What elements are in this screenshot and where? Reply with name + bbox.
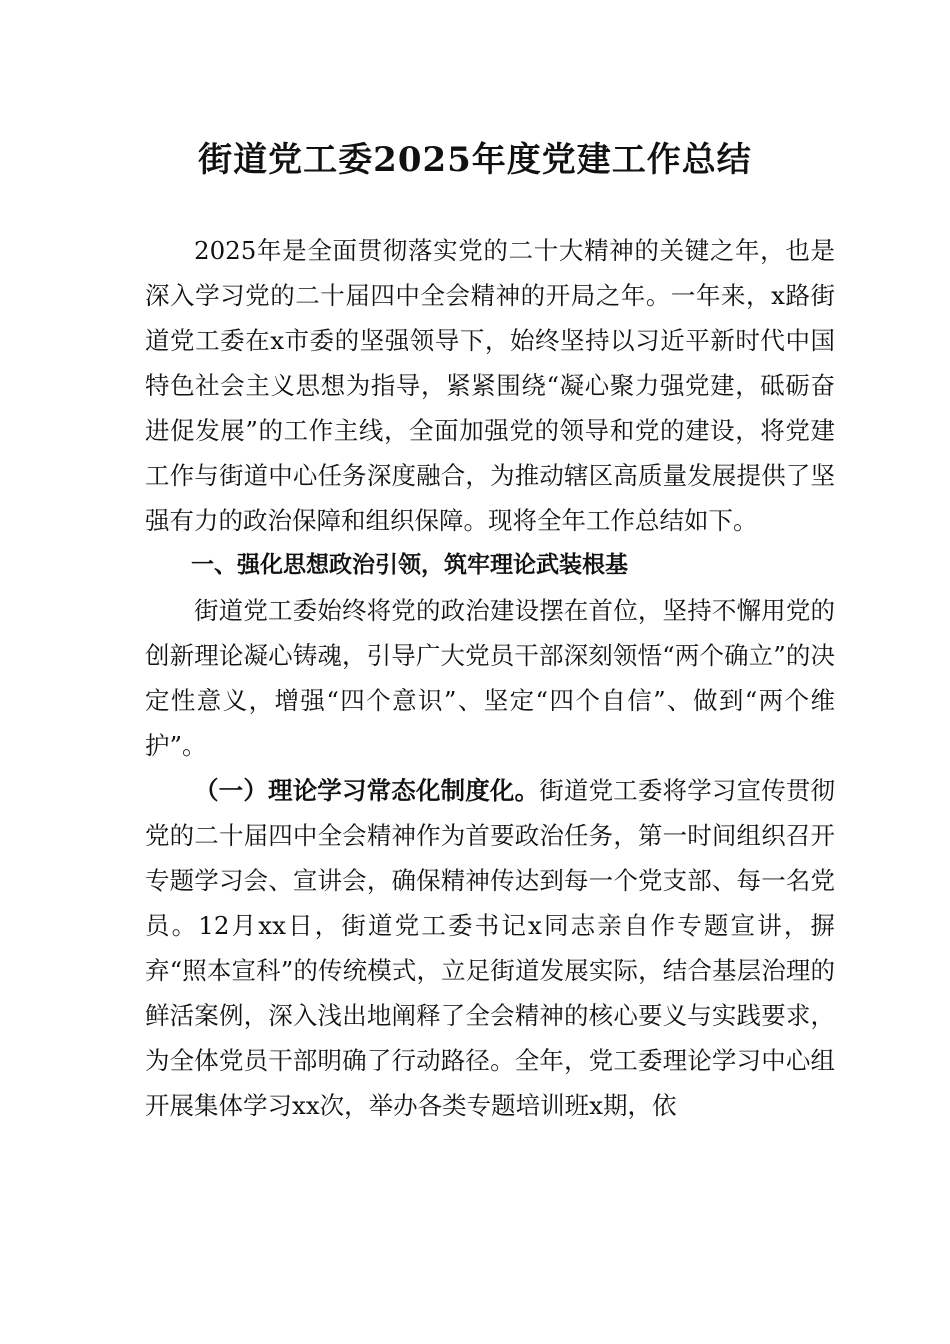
section-heading: 一、强化思想政治引领，筑牢理论武装根基	[191, 552, 628, 578]
subsection-text: 街道党工委将学习宣传贯彻党的二十届四中全会精神作为首要政治任务，第一时间组织召开专题学习会、宣讲会，确保精神传达到每一个党支部、每一名党员。12月xx日，街道党工委书记x同志亲自作专题宣讲，摒弃“照本宣科”的传统模式，立足街道发展实际，结合基层治理的鲜活案例，深入浅出地阐释了全会精神的核心要义与实践要求，为全体党员干部明确了行动路径。全年，党工委理论学习中心组开展集体学习xx次，举办各类专题培训班x期，依	[145, 776, 836, 1120]
subsection-label: （一）理论学习常态化制度化。	[194, 776, 540, 805]
subsection-paragraph	[145, 768, 835, 1128]
document-body	[145, 228, 835, 1128]
document-title: 街道党工委2025年度党建工作总结	[198, 140, 752, 180]
intro-paragraph: 2025年是全面贯彻落实党的二十大精神的关键之年，也是深入学习党的二十届四中全会精神的开局之年。一年来，x路街道党工委在x市委的坚强领导下，始终坚持以习近平新时代中国特色社会主义思想为指导，紧紧围绕“凝心聚力强党建，砥砺奋进促发展”的工作主线，全面加强党的领导和党的建设，将党建工作与街道中心任务深度融合，为推动辖区高质量发展提供了坚强有力的政治保障和组织保障。现将全年工作总结如下。	[145, 236, 835, 535]
section-paragraph: 街道党工委始终将党的政治建设摆在首位，坚持不懈用党的创新理论凝心铸魂，引导广大党员干部深刻领悟“两个确立”的决定性意义，增强“四个意识”、坚定“四个自信”、做到“两个维护”。	[145, 596, 835, 760]
